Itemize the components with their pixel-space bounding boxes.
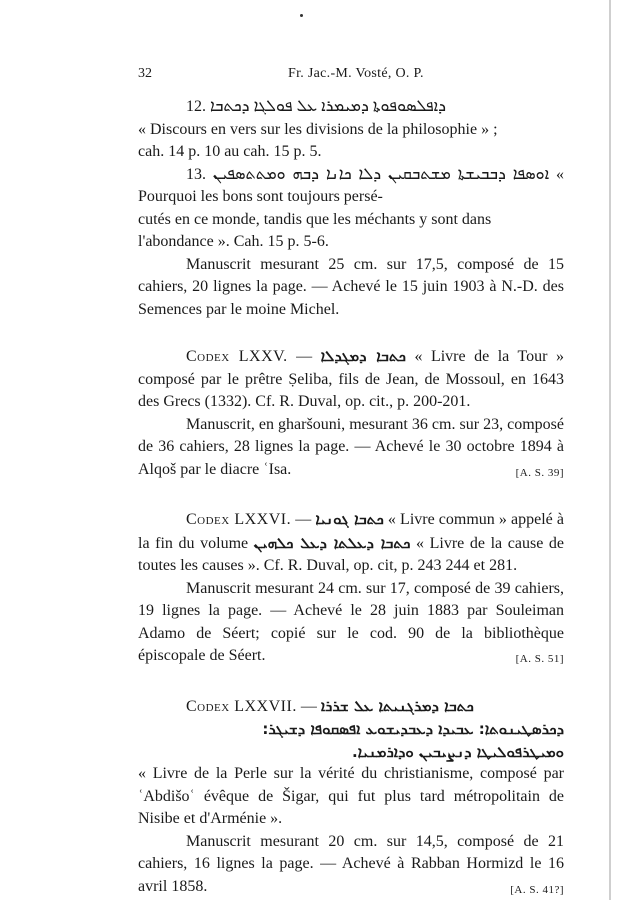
shelf-mark: [A. S. 39]: [468, 462, 564, 485]
page-body: [138, 96, 564, 901]
syriac-title: ܟܬܒܐ ܓܘܢܝܐ: [315, 510, 383, 528]
codex-label: Codex LXXVI.: [186, 511, 291, 528]
entry-12-line-1: 12. ܕܐܦܠܣܘܦܘܬܐ ܕܡܝܡܪܐ ܥܠ ܦܘܠܓܐ ܕܟܬܒܐ: [138, 96, 564, 119]
shelf-mark: [A. S. 51]: [468, 648, 564, 671]
running-title: Fr. Jac.-M. Vosté, O. P.: [288, 66, 424, 82]
codex-label: Codex LXXV.: [186, 348, 288, 365]
page-number: 32: [138, 66, 152, 82]
entry-13-line-3: l'abondance ». Cah. 15 p. 5-6.: [138, 231, 564, 254]
manuscript-description: [138, 831, 564, 901]
manuscript-text: Manuscrit mesurant 24 cm. sur 17, composé de 39 cahiers, 19 lignes la page. — Achevé le 28 juin 1883 par Souleiman Adamo de Séert; copié sur le cod. 90 de la bibliothèque épiscopale de Séert.: [138, 580, 564, 665]
manuscript-text: Manuscrit, en gharšouni, mesurant 36 cm. sur 23, composé de 36 cahiers, 28 lignes la page. — Achevé le 30 octobre 1894 à Alqoš par le diacre ʿIsa.: [138, 416, 564, 478]
entry-12-line-2: « Discours en vers sur les divisions de la philosophie » ;: [138, 119, 564, 142]
codex-description: « Livre de la Perle sur la vérité du christianisme, composé par ʿAbdišoʿ évêque de Šigar, qui fut plus tard métropolitain de Nisibe et d'Arménie ».: [138, 763, 564, 831]
syriac-title: ܟܬܒܐ ܕܡܓܕܠܐ: [321, 347, 406, 365]
entry-13-line-1: 13. ܐܘܣܦܐ ܕܒܒܝܫܬܐ ܡܫܬܒܩܝܢ ܕܠܐ ܟܐܢܐ ܕܒܗ ܘܡܬܬܣܦܝܢ « Pourquoi les bons sont toujours persé-: [138, 164, 564, 209]
manuscript-description: Manuscrit mesurant 25 cm. sur 17,5, composé de 15 cahiers, 20 lignes la page. — Achevé le 15 juin 1903 à N.-D. des Semences par le moine Michel.: [138, 254, 564, 322]
codex-description-cont: « Livre de la cause de toutes les causes ». Cf. R. Duval, op. cit, p. 243 244 et 281.: [138, 535, 564, 575]
dash: —: [296, 348, 312, 365]
page-speck: [300, 14, 303, 17]
manuscript-description: [138, 414, 564, 485]
syriac-title-line-3: ܘܡܝܛܪܦܘܠܝܛܐ ܕܢܨܝܒܝܢ ܘܕܐܪܡܢܝܐ.: [138, 741, 564, 764]
entry-13-line-2: cutés en ce monde, tandis que les méchants y sont dans: [138, 209, 564, 232]
page-edge-shadow: [609, 0, 611, 900]
codex-description: « Livre commun » appelé à la fin du volume: [138, 511, 564, 552]
syriac-title-line-1: ܟܬܒܐ ܕܡܪܓܢܝܬܐ ܥܠ ܫܪܪܐ: [321, 697, 474, 715]
manuscript-description: [138, 578, 564, 671]
shelf-mark: [A. S. 41?]: [462, 879, 564, 901]
codex-description: « Livre de la Tour » composé par le prêtre Ṣeliba, fils de Jean, de Mossoul, en 1643 des Grecs (1332). Cf. R. Duval, op. cit., p. 200-201.: [138, 348, 564, 410]
syriac-title-line-2: ܕܟܪܣܛܝܢܘܬܐ: ܥܒܝܕܐ ܕܥܒܕܝܫܘܥ ܐܦܣܩܘܦܐ ܕܫܝܓܪ:: [138, 718, 564, 741]
syriac-subtitle: ܟܬܒܐ ܕܥܠܬܐ ܕܥܠ ܟܠܗܝܢ: [254, 534, 411, 552]
entry-12-line-3: cah. 14 p. 10 au cah. 15 p. 5.: [138, 141, 564, 164]
codex-lxxv-title: [138, 345, 564, 414]
codex-lxxvi-title: [138, 508, 564, 578]
dash: —: [295, 511, 311, 528]
manuscript-text: Manuscrit mesurant 20 cm. sur 14,5, composé de 21 cahiers, 16 lignes la page. — Achevé à Rabban Hormizd le 16 avril 1858.: [138, 833, 564, 895]
running-header: [138, 66, 498, 86]
dash: —: [301, 698, 317, 715]
codex-lxxvii-title: [138, 695, 564, 719]
codex-label: Codex LXXVII.: [186, 698, 297, 715]
